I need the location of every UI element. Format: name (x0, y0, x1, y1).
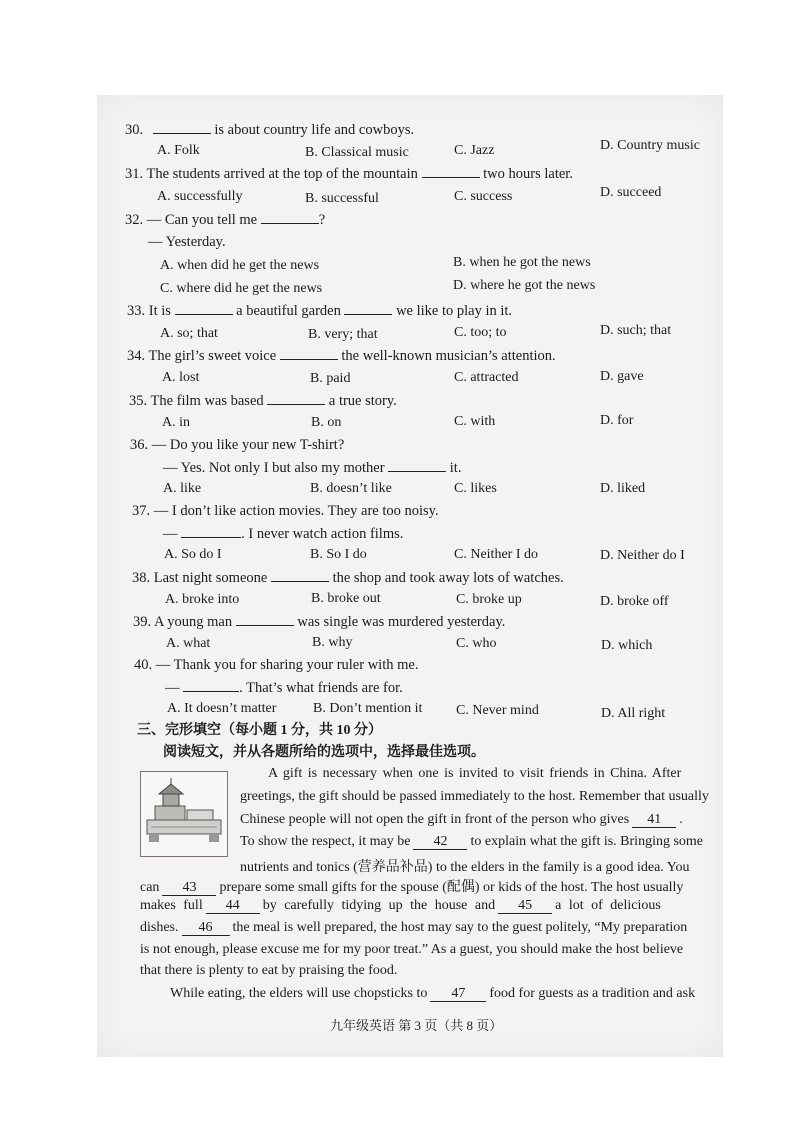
answer-blank (344, 302, 392, 315)
passage-line: A gift is necessary when one is invited to visit friends in China. After (268, 766, 682, 781)
option-c: C. success (454, 189, 513, 204)
option-a: A. So do I (164, 547, 222, 562)
passage-text: makes full (140, 898, 203, 913)
option-b: B. doesn’t like (310, 481, 392, 496)
cloze-blank-43: 43 (162, 880, 216, 896)
question-text: — I don’t like action movies. They are too noisy. (150, 503, 439, 519)
option-c: C. broke up (456, 592, 522, 607)
passage-text: dishes. (140, 920, 179, 935)
question-text: . I never watch action films. (241, 526, 404, 542)
option-c: C. who (456, 636, 497, 651)
question-36 (130, 437, 344, 454)
passage-text: food for guests as a tradition and ask (489, 986, 696, 1001)
question-text: was single was murdered yesterday. (293, 614, 506, 630)
question-number: 34. (127, 348, 146, 364)
passage-text: the meal is well prepared, the host may say to the guest politely, “My preparation (232, 920, 688, 935)
option-a: A. in (162, 415, 190, 430)
passage-text: While eating, the elders will use chopsticks to (170, 986, 428, 1001)
answer-blank (267, 392, 325, 405)
passage-text: to explain what the gift is. Bringing some (470, 834, 704, 849)
option-b: B. on (311, 415, 342, 430)
question-text: — (165, 680, 184, 696)
option-d: D. succeed (600, 185, 662, 200)
option-d: D. Neither do I (600, 548, 685, 563)
question-33 (127, 302, 512, 320)
passage-line: greetings, the gift should be passed immediately to the host. Remember that usually (240, 789, 709, 804)
option-d: D. Country music (600, 138, 700, 153)
passage-text: a lot of delicious (555, 898, 661, 913)
question-32 (125, 211, 325, 229)
option-a: A. It doesn’t matter (167, 701, 277, 716)
question-text: — Do you like your new T-shirt? (148, 437, 345, 453)
answer-blank (280, 347, 338, 360)
cloze-blank-41: 41 (632, 812, 676, 828)
option-d: D. for (600, 413, 634, 428)
question-number: 33. (127, 303, 146, 319)
question-text: two hours later. (479, 166, 573, 182)
question-31 (125, 165, 573, 183)
option-d: D. liked (600, 481, 646, 496)
option-a: A. when did he get the news (160, 258, 320, 273)
question-number: 30. (125, 122, 144, 138)
question-39 (133, 613, 505, 631)
option-c: C. too; to (454, 325, 507, 340)
option-c: C. with (454, 414, 496, 429)
cloze-blank-47: 47 (430, 986, 486, 1002)
passage-text: can (140, 880, 160, 895)
option-b: B. very; that (308, 327, 378, 342)
question-text: — Can you tell me (143, 212, 261, 228)
option-b: B. broke out (311, 591, 381, 606)
cloze-blank-42: 42 (413, 834, 467, 850)
option-d: D. where he got the news (453, 278, 596, 293)
option-b: B. when he got the news (453, 255, 591, 270)
option-d: D. such; that (600, 323, 672, 338)
option-c: C. Neither I do (454, 547, 538, 562)
option-b: B. successful (305, 191, 379, 206)
passage-text: . (679, 812, 683, 827)
option-a: A. broke into (165, 592, 240, 607)
answer-blank (236, 613, 294, 626)
option-a: A. successfully (157, 189, 243, 204)
passage-text: prepare some small gifts for the spouse (配偶) or kids of the host. The host usually (219, 880, 684, 895)
question-36-reply (163, 459, 461, 477)
question-37 (132, 503, 439, 520)
option-d: D. which (601, 638, 653, 653)
option-a: A. what (166, 636, 211, 651)
passage-illustration (140, 771, 228, 857)
question-text: the well-known musician’s attention. (337, 348, 556, 364)
option-a: A. lost (162, 370, 200, 385)
question-number: 38. (132, 570, 151, 586)
question-38 (132, 569, 564, 587)
question-number: 39. (133, 614, 152, 630)
answer-blank (388, 459, 446, 472)
passage-text: by carefully tidying up the house and (262, 898, 496, 913)
question-text: — Thank you for sharing your ruler with me. (152, 657, 419, 673)
option-a: A. like (163, 481, 202, 496)
passage-line (140, 898, 661, 914)
answer-blank (422, 165, 480, 178)
question-number: 31. (125, 166, 144, 182)
answer-blank (261, 211, 319, 224)
question-text: — Yes. Not only I but also my mother (163, 460, 389, 476)
question-text: is about country life and cowboys. (210, 122, 415, 138)
question-text: a true story. (325, 393, 397, 409)
gift-building-icon (141, 772, 227, 856)
question-text: The students arrived at the top of the mountain (143, 166, 422, 182)
question-text: we like to play in it. (392, 303, 513, 319)
question-text: The girl’s sweet voice (145, 348, 280, 364)
question-text: it. (446, 460, 462, 476)
option-d: D. gave (600, 369, 644, 384)
passage-line: is not enough, please excuse me for my poor treat.” As a guest, you should make the host believe (140, 942, 684, 957)
passage-line (240, 812, 683, 828)
section-heading: 三、完形填空（每小题 1 分，共 10 分） (137, 723, 382, 738)
question-text: — (163, 526, 182, 542)
option-c: C. where did he get the news (160, 281, 323, 296)
answer-blank (271, 569, 329, 582)
question-40 (134, 657, 418, 674)
option-b: B. why (312, 635, 353, 650)
question-text: It is (145, 303, 175, 319)
question-number: 36. (130, 437, 149, 453)
answer-blank (181, 525, 241, 538)
answer-blank (153, 121, 211, 134)
answer-blank (183, 679, 239, 692)
option-c: C. likes (454, 481, 497, 496)
cloze-blank-45: 45 (498, 898, 552, 914)
question-37-reply (163, 525, 403, 543)
question-40-reply (165, 679, 403, 697)
option-a: A. so; that (160, 326, 218, 341)
option-d: D. broke off (600, 594, 669, 609)
question-text: a beautiful garden (232, 303, 345, 319)
passage-line (240, 834, 703, 850)
cloze-blank-46: 46 (182, 920, 230, 936)
question-text: Last night someone (150, 570, 271, 586)
question-number: 35. (129, 393, 148, 409)
option-c: C. Never mind (456, 703, 539, 718)
option-a: A. Folk (157, 143, 200, 158)
passage-line: that there is plenty to eat by praising the food. (140, 963, 398, 978)
passage-line (140, 876, 683, 896)
option-d: D. All right (601, 706, 666, 721)
cloze-blank-44: 44 (206, 898, 260, 914)
option-b: B. paid (310, 371, 351, 386)
question-text: the shop and took away lots of watches. (328, 570, 564, 586)
option-c: C. Jazz (454, 143, 495, 158)
section-instruction: 阅读短文，并从各题所给的选项中，选择最佳选项。 (163, 745, 485, 760)
passage-line: nutrients and tonics (营养品补品) to the elders in the family is a good idea. You (240, 860, 690, 875)
question-32-reply: — Yesterday. (148, 234, 226, 250)
option-c: C. attracted (454, 370, 519, 385)
option-b: B. So I do (310, 547, 367, 562)
question-text: A young man (151, 614, 236, 630)
option-b: B. Don’t mention it (313, 701, 423, 716)
passage-text: Chinese people will not open the gift in front of the person who gives (240, 812, 630, 827)
question-number: 40. (134, 657, 153, 673)
passage-text: To show the respect, it may be (240, 834, 411, 849)
passage-line (170, 986, 695, 1002)
answer-blank (175, 302, 233, 315)
question-text: ? (318, 212, 326, 228)
page-footer: 九年级英语 第 3 页（共 8 页） (330, 1018, 503, 1033)
question-34 (127, 347, 556, 365)
question-number: 32. (125, 212, 144, 228)
question-text: . That’s what friends are for. (239, 680, 403, 696)
passage-line (140, 920, 687, 936)
question-number: 37. (132, 503, 151, 519)
option-b: B. Classical music (305, 145, 409, 160)
question-35 (129, 392, 397, 410)
question-text: The film was based (147, 393, 268, 409)
question-30 (125, 121, 414, 139)
